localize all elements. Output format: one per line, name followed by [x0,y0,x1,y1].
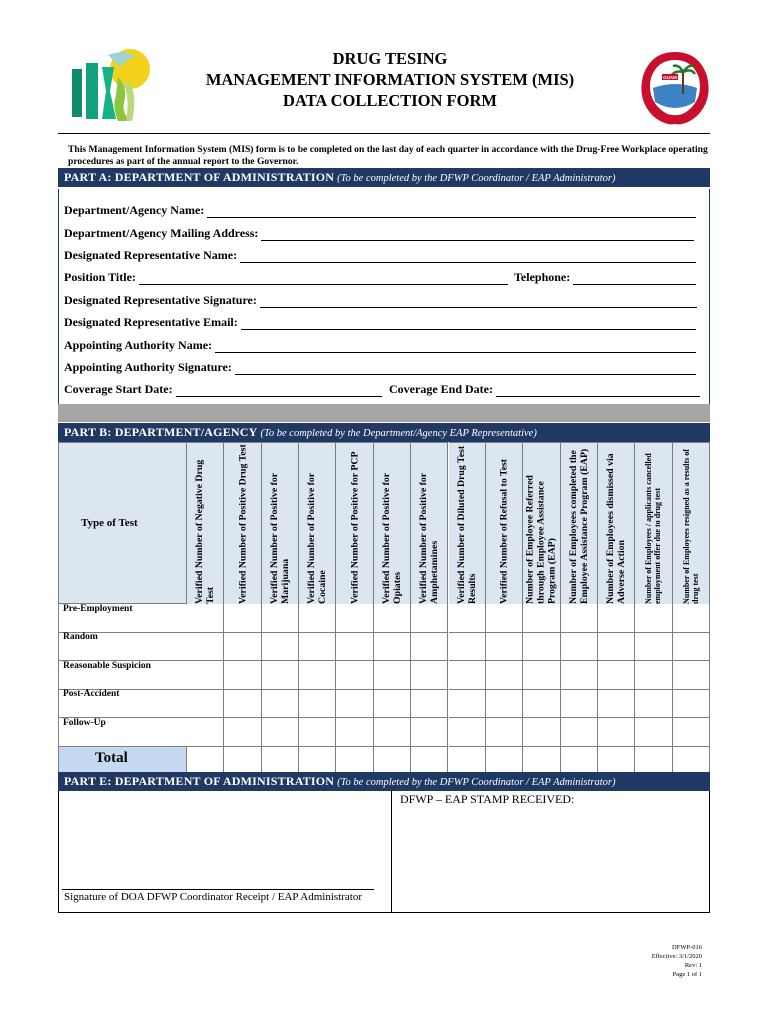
total-cell[interactable] [374,746,411,774]
field-line[interactable] [573,274,696,285]
data-cell[interactable] [523,604,560,633]
row-label-cell [58,632,187,661]
field-label: Coverage End Date: [389,382,493,396]
field-line[interactable] [241,319,696,330]
field-line[interactable] [261,230,694,241]
column-header-label: Number of Employee Referred through Employee Assistance Program (EAP) [524,474,558,604]
field-rep-email[interactable] [64,312,696,330]
column-header-label: Verified Number of Positive Drug Test [237,443,249,604]
column-header-label: Number of Employees completed the Employee Assistance Program (EAP) [567,448,590,604]
data-cell[interactable] [449,632,486,661]
data-cell[interactable] [187,718,224,747]
data-cell[interactable] [486,661,523,690]
column-header-13 [635,442,672,604]
part-b-title: PART B: DEPARTMENT/AGENCY [64,425,258,439]
field-line[interactable] [260,297,697,308]
field-line[interactable] [139,274,508,285]
field-line[interactable] [176,386,382,397]
data-cell[interactable] [598,718,635,747]
field-label: Coverage Start Date: [64,382,173,396]
data-cell[interactable] [486,632,523,661]
column-header-label: Number of Employees / applicants cancelled employment offer due to drug test [644,452,663,604]
part-a-title: PART A: DEPARTMENT OF ADMINISTRATION [64,170,335,184]
total-cell[interactable] [411,746,448,774]
data-cell[interactable] [635,661,672,690]
form-title-line-3: DATA COLLECTION FORM [283,91,497,110]
column-header-8 [449,442,486,604]
column-header-6 [374,442,411,604]
data-cell[interactable] [299,689,336,718]
part-e-header [58,772,710,791]
field-label: Position Title: [64,270,136,284]
data-cell[interactable] [336,632,373,661]
row-label-cell [58,604,187,633]
data-cell[interactable] [336,718,373,747]
data-cell[interactable] [673,718,710,747]
field-label: Department/Agency Name: [64,203,205,217]
column-header-4 [299,442,336,604]
data-cell[interactable] [561,632,598,661]
column-header-label: Verified Number of Negative Drug Test [194,459,217,604]
field-mailing-address[interactable] [64,223,694,241]
field-line[interactable] [215,342,696,353]
row-label-cell [58,718,187,747]
data-cell[interactable] [523,661,560,690]
form-title-line-1: DRUG TESING [332,49,448,68]
row-label: Post-Accident [63,689,120,700]
row-label: Reasonable Suspicion [63,660,151,671]
data-cell[interactable] [598,661,635,690]
data-cell[interactable] [449,718,486,747]
column-header-1 [187,442,224,604]
column-header-12 [598,442,635,604]
field-line[interactable] [207,207,696,218]
data-cell[interactable] [673,661,710,690]
agency-logo [68,47,160,125]
field-coverage-start[interactable] [64,379,382,397]
data-cell[interactable] [598,632,635,661]
column-header-5 [336,442,373,604]
total-cell[interactable] [635,746,672,774]
data-cell[interactable] [411,661,448,690]
data-cell[interactable] [561,718,598,747]
data-cell[interactable] [374,718,411,747]
data-cell[interactable] [187,604,224,633]
total-cell[interactable] [561,746,598,774]
data-cell[interactable] [449,689,486,718]
total-cell[interactable] [336,746,373,774]
field-line[interactable] [240,252,696,263]
table-row [58,689,710,718]
total-cell[interactable] [449,746,486,774]
data-cell[interactable] [224,689,261,718]
data-cell[interactable] [486,718,523,747]
table-row [58,632,710,661]
column-header-label: Verified Number of Positive for Opiates [380,472,403,604]
table-row [58,661,710,690]
column-header-9 [486,442,523,604]
data-cell[interactable] [523,689,560,718]
column-header-11 [561,442,598,604]
data-cell[interactable] [374,689,411,718]
row-label: Pre-Employment [63,604,133,614]
total-cell[interactable] [224,746,261,774]
signature-label: Signature of DOA DFWP Coordinator Receipt / EAP Administrator [64,891,362,903]
header-rule [58,133,710,134]
data-cell[interactable] [336,661,373,690]
data-cell[interactable] [224,661,261,690]
data-cell[interactable] [411,718,448,747]
field-rep-signature[interactable] [64,290,697,308]
data-cell[interactable] [336,604,373,633]
data-cell[interactable] [262,604,299,633]
field-telephone[interactable] [514,267,696,285]
field-position-title[interactable] [64,267,508,285]
column-header-label: Verified Number of Diluted Drug Test Results [455,445,478,604]
field-label: Designated Representative Signature: [64,293,257,307]
data-cell[interactable] [299,718,336,747]
total-label: Total [95,750,128,766]
column-header-label: Verified Number of Positive for Cocaine [306,472,329,604]
field-label: Department/Agency Mailing Address: [64,226,259,240]
total-cell[interactable] [299,746,336,774]
data-cell[interactable] [299,661,336,690]
field-coverage-end[interactable] [389,379,700,397]
row-label-cell [58,689,187,718]
row-label: Follow-Up [63,717,106,728]
data-cell[interactable] [561,661,598,690]
part-e-subtitle: (To be completed by the DFWP Coordinator / EAP Administrator) [337,777,616,788]
column-header-3 [262,442,299,604]
column-header-10 [523,442,560,604]
data-cell[interactable] [561,689,598,718]
data-cell[interactable] [673,604,710,633]
table-row [58,718,710,747]
row-label: Random [63,632,98,643]
revision: Rev: 1 [684,962,702,969]
effective-date: Effective: 3/1/2020 [651,953,702,960]
data-cell[interactable] [187,632,224,661]
total-cell[interactable] [187,746,224,774]
data-cell[interactable] [374,604,411,633]
data-cell[interactable] [635,604,672,633]
part-a-subtitle: (To be completed by the DFWP Coordinator / EAP Administrator) [337,173,616,184]
field-label: Appointing Authority Signature: [64,360,232,374]
field-label: Appointing Authority Name: [64,338,213,352]
row-label-cell [58,661,187,690]
field-label: Designated Representative Name: [64,248,238,262]
form-number: DFWP-016 [672,944,702,951]
total-cell[interactable] [486,746,523,774]
part-b-subtitle: (To be completed by the Department/Agency EAP Representative) [260,428,537,439]
data-cell[interactable] [449,604,486,633]
field-line[interactable] [235,364,696,375]
data-cell[interactable] [262,718,299,747]
data-cell[interactable] [673,689,710,718]
data-cell[interactable] [598,604,635,633]
column-header-label: Verified Number of Refusal to Test [498,458,510,604]
signature-area[interactable] [62,800,374,886]
data-cell[interactable] [635,689,672,718]
data-cell[interactable] [673,632,710,661]
data-cell[interactable] [336,689,373,718]
data-cell[interactable] [374,632,411,661]
data-cell[interactable] [635,632,672,661]
column-header-14 [673,442,710,604]
data-cell[interactable] [299,604,336,633]
stamp-area[interactable] [396,808,706,908]
data-cell[interactable] [523,718,560,747]
separator-band [58,404,710,422]
total-label-cell [58,746,187,774]
field-agency-name[interactable] [64,200,696,218]
total-cell[interactable] [673,746,710,774]
data-cell[interactable] [449,661,486,690]
field-authority-name[interactable] [64,335,696,353]
column-header-2 [224,442,261,604]
part-e-divider [391,791,392,913]
column-header-label: Verified Number of Positive for PCP [349,451,361,604]
page-number: Page 1 of 1 [672,971,702,978]
column-header-label: Number of Employees dismissed via Adverse Action [605,452,628,604]
svg-text:GUAM: GUAM [663,75,677,80]
data-cell[interactable] [486,689,523,718]
form-title-line-2: MANAGEMENT INFORMATION SYSTEM (MIS) [205,70,575,89]
data-cell[interactable] [411,632,448,661]
column-header-label: Verified Number of Positive for Marijuana [268,472,291,604]
data-cell[interactable] [486,604,523,633]
data-cell[interactable] [224,632,261,661]
intro-text: This Management Information System (MIS) form is to be completed on the last day of each quarter in accordance with the Drug-Free Workplace operating procedures as part of the annual report to the Governor. [68,144,708,167]
data-cell[interactable] [262,689,299,718]
field-rep-name[interactable] [64,245,696,263]
field-label: Designated Representative Email: [64,315,238,329]
data-cell[interactable] [224,718,261,747]
column-header-label: Verified Number of Positive for Amphetamines [418,472,441,604]
type-of-test-header [58,442,187,604]
stamp-label: DFWP – EAP STAMP RECEIVED: [400,792,575,806]
data-cell[interactable] [411,604,448,633]
data-cell[interactable] [523,632,560,661]
part-b-header [58,423,710,442]
data-cell[interactable] [635,718,672,747]
signature-line [62,889,374,890]
data-cell[interactable] [187,661,224,690]
data-cell[interactable] [262,632,299,661]
data-cell[interactable] [262,661,299,690]
data-cell[interactable] [224,604,261,633]
field-label: Telephone: [514,270,571,284]
data-cell[interactable] [598,689,635,718]
column-header-7 [411,442,448,604]
column-header-label: Number of Employees resigned as a results of drug test [681,448,700,604]
table-row [58,604,710,633]
data-cell[interactable] [299,632,336,661]
field-line[interactable] [496,386,700,397]
data-cell[interactable] [187,689,224,718]
type-of-test-label: Type of Test [81,517,138,529]
data-cell[interactable] [561,604,598,633]
total-cell[interactable] [523,746,560,774]
field-authority-signature[interactable] [64,357,696,375]
data-cell[interactable] [411,689,448,718]
total-cell[interactable] [598,746,635,774]
part-a-header [58,168,710,187]
data-cell[interactable] [374,661,411,690]
guam-seal [637,50,713,126]
total-cell[interactable] [262,746,299,774]
part-e-title: PART E: DEPARTMENT OF ADMINISTRATION [64,774,335,788]
